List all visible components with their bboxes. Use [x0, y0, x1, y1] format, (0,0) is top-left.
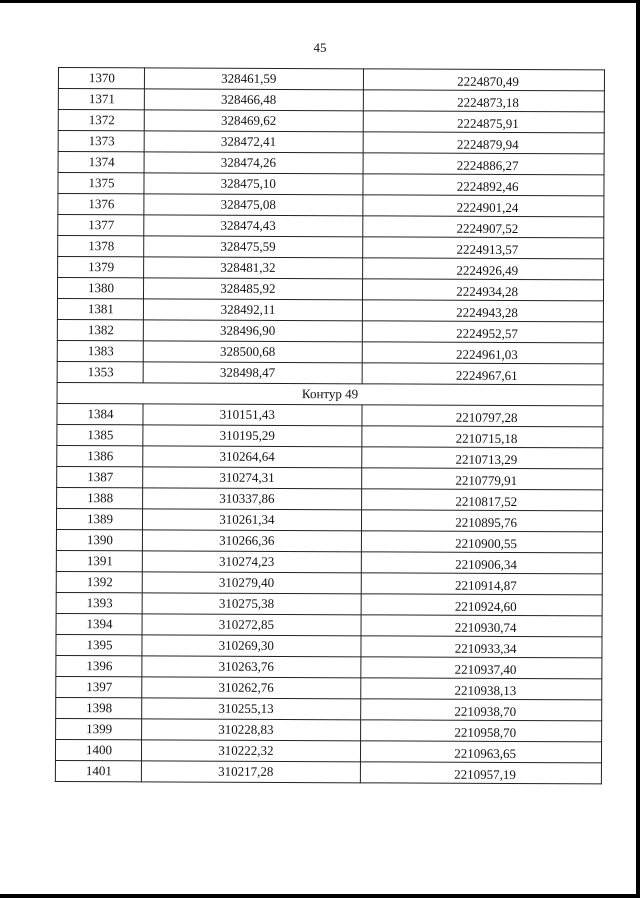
x-coordinate-cell: 310263,76 [142, 656, 362, 678]
table-row [56, 508, 602, 531]
y-coordinate-cell: 2210914,87 [362, 573, 603, 595]
y-coordinate-cell: 2210906,34 [362, 552, 603, 574]
table-row [56, 718, 602, 741]
y-coordinate-cell: 2210715,18 [362, 426, 603, 448]
table-row [58, 215, 604, 238]
y-coordinate-cell: 2224926,49 [363, 258, 604, 280]
table-row [57, 361, 603, 384]
point-number-cell: 1381 [57, 298, 143, 319]
x-coordinate-cell: 328474,43 [144, 215, 364, 237]
y-coordinate-cell: 2210938,70 [361, 699, 602, 721]
x-coordinate-cell: 310274,23 [142, 551, 362, 573]
point-number-cell: 1383 [57, 340, 143, 361]
table-row [55, 760, 601, 783]
x-coordinate-cell: 310275,38 [142, 593, 362, 615]
x-coordinate-cell: 328492,11 [143, 299, 363, 321]
point-number-cell: 1372 [58, 110, 144, 131]
point-number-cell: 1376 [58, 194, 144, 215]
table-row [58, 236, 604, 259]
y-coordinate-cell: 2210963,65 [361, 741, 602, 763]
y-coordinate-cell: 2224875,91 [364, 111, 605, 133]
section-title: Контур 49 [57, 382, 603, 405]
table-row [57, 445, 603, 468]
point-number-cell: 1373 [58, 131, 144, 152]
x-coordinate-cell: 310337,86 [142, 488, 362, 510]
x-coordinate-cell: 310272,85 [142, 614, 362, 636]
point-number-cell: 1378 [58, 236, 144, 257]
point-number-cell: 1382 [57, 319, 143, 340]
x-coordinate-cell: 310255,13 [142, 698, 362, 720]
page-number: 45 [313, 40, 327, 55]
x-coordinate-cell: 328469,62 [144, 110, 364, 132]
table-row [57, 487, 603, 510]
table-row [58, 173, 604, 196]
table-row [56, 571, 602, 594]
point-number-cell: 1371 [58, 89, 144, 110]
point-number-cell: 1390 [56, 529, 142, 550]
y-coordinate-cell: 2224879,94 [364, 132, 605, 154]
table-row [56, 550, 602, 573]
x-coordinate-cell: 328466,48 [144, 89, 364, 111]
table-row [57, 319, 603, 342]
y-coordinate-cell: 2224913,57 [363, 237, 604, 259]
table-row [58, 89, 604, 112]
y-coordinate-cell: 2210958,70 [361, 720, 602, 742]
y-coordinate-cell: 2224892,46 [363, 174, 604, 196]
x-coordinate-cell: 328481,32 [143, 257, 363, 279]
y-coordinate-cell: 2224907,52 [363, 216, 604, 238]
table-row [57, 424, 603, 447]
table-row [56, 697, 602, 720]
x-coordinate-cell: 310266,36 [142, 530, 362, 552]
section-header-row [57, 382, 603, 405]
y-coordinate-cell: 2224886,27 [363, 153, 604, 175]
y-coordinate-cell: 2210895,76 [362, 510, 603, 532]
y-coordinate-cell: 2224967,61 [363, 363, 604, 385]
y-coordinate-cell: 2210817,52 [362, 489, 603, 511]
x-coordinate-cell: 310222,32 [141, 740, 361, 762]
point-number-cell: 1370 [58, 68, 144, 89]
y-coordinate-cell: 2210938,13 [361, 678, 602, 700]
point-number-cell: 1377 [58, 215, 144, 236]
point-number-cell: 1398 [56, 697, 142, 718]
table-row [58, 152, 604, 175]
coordinates-table [55, 67, 605, 784]
point-number-cell: 1379 [58, 257, 144, 278]
point-number-cell: 1397 [56, 676, 142, 697]
x-coordinate-cell: 310269,30 [142, 635, 362, 657]
y-coordinate-cell: 2210924,60 [362, 594, 603, 616]
y-coordinate-cell: 2210937,40 [361, 657, 602, 679]
y-coordinate-cell: 2224952,57 [363, 321, 604, 343]
x-coordinate-cell: 310262,76 [142, 677, 362, 699]
point-number-cell: 1392 [56, 571, 142, 592]
point-number-cell: 1393 [56, 592, 142, 613]
y-coordinate-cell: 2210933,34 [361, 636, 602, 658]
x-coordinate-cell: 328496,90 [143, 320, 363, 342]
y-coordinate-cell: 2210930,74 [361, 615, 602, 637]
point-number-cell: 1391 [56, 550, 142, 571]
y-coordinate-cell: 2210900,55 [362, 531, 603, 553]
table-row [58, 110, 604, 133]
table-row [56, 655, 602, 678]
coordinates-table-body [55, 68, 604, 784]
point-number-cell: 1384 [57, 403, 143, 424]
x-coordinate-cell: 328461,59 [144, 68, 364, 90]
table-row [58, 194, 604, 217]
table-row [58, 257, 604, 280]
x-coordinate-cell: 310151,43 [143, 404, 363, 426]
y-coordinate-cell: 2224901,24 [363, 195, 604, 217]
table-row [58, 131, 604, 154]
y-coordinate-cell: 2224934,28 [363, 279, 604, 301]
point-number-cell: 1375 [58, 173, 144, 194]
y-coordinate-cell: 2224873,18 [364, 90, 605, 112]
x-coordinate-cell: 328485,92 [143, 278, 363, 300]
table-row [57, 298, 603, 321]
table-row [57, 278, 603, 301]
y-coordinate-cell: 2224961,03 [363, 342, 604, 364]
point-number-cell: 1399 [56, 718, 142, 739]
point-number-cell: 1380 [57, 278, 143, 299]
point-number-cell: 1394 [56, 613, 142, 634]
x-coordinate-cell: 328475,59 [144, 236, 364, 258]
table-row [57, 403, 603, 426]
y-coordinate-cell: 2210797,28 [362, 405, 603, 427]
point-number-cell: 1387 [57, 466, 143, 487]
point-number-cell: 1395 [56, 634, 142, 655]
table-row [57, 340, 603, 363]
table-row [56, 592, 602, 615]
point-number-cell: 1385 [57, 424, 143, 445]
x-coordinate-cell: 328498,47 [143, 362, 363, 384]
x-coordinate-cell: 310261,34 [142, 509, 362, 531]
x-coordinate-cell: 328472,41 [144, 131, 364, 153]
y-coordinate-cell: 2224943,28 [363, 300, 604, 322]
point-number-cell: 1401 [55, 760, 141, 781]
y-coordinate-cell: 2224870,49 [364, 69, 605, 91]
x-coordinate-cell: 310279,40 [142, 572, 362, 594]
point-number-cell: 1396 [56, 655, 142, 676]
table-row [56, 676, 602, 699]
y-coordinate-cell: 2210957,19 [361, 762, 602, 784]
x-coordinate-cell: 310264,64 [143, 446, 363, 468]
table-row [57, 466, 603, 489]
x-coordinate-cell: 328500,68 [143, 341, 363, 363]
x-coordinate-cell: 310274,31 [143, 467, 363, 489]
table-row [58, 68, 604, 91]
point-number-cell: 1353 [57, 361, 143, 382]
x-coordinate-cell: 310217,28 [141, 761, 361, 783]
x-coordinate-cell: 328474,26 [144, 152, 364, 174]
y-coordinate-cell: 2210779,91 [362, 468, 603, 490]
table-row [56, 613, 602, 636]
x-coordinate-cell: 328475,10 [144, 173, 364, 195]
table-row [55, 739, 601, 762]
point-number-cell: 1386 [57, 445, 143, 466]
point-number-cell: 1400 [55, 739, 141, 760]
point-number-cell: 1389 [56, 508, 142, 529]
y-coordinate-cell: 2210713,29 [362, 447, 603, 469]
x-coordinate-cell: 310228,83 [141, 719, 361, 741]
x-coordinate-cell: 310195,29 [143, 425, 363, 447]
point-number-cell: 1388 [57, 487, 143, 508]
point-number-cell: 1374 [58, 152, 144, 173]
table-row [56, 529, 602, 552]
x-coordinate-cell: 328475,08 [144, 194, 364, 216]
table-row [56, 634, 602, 657]
